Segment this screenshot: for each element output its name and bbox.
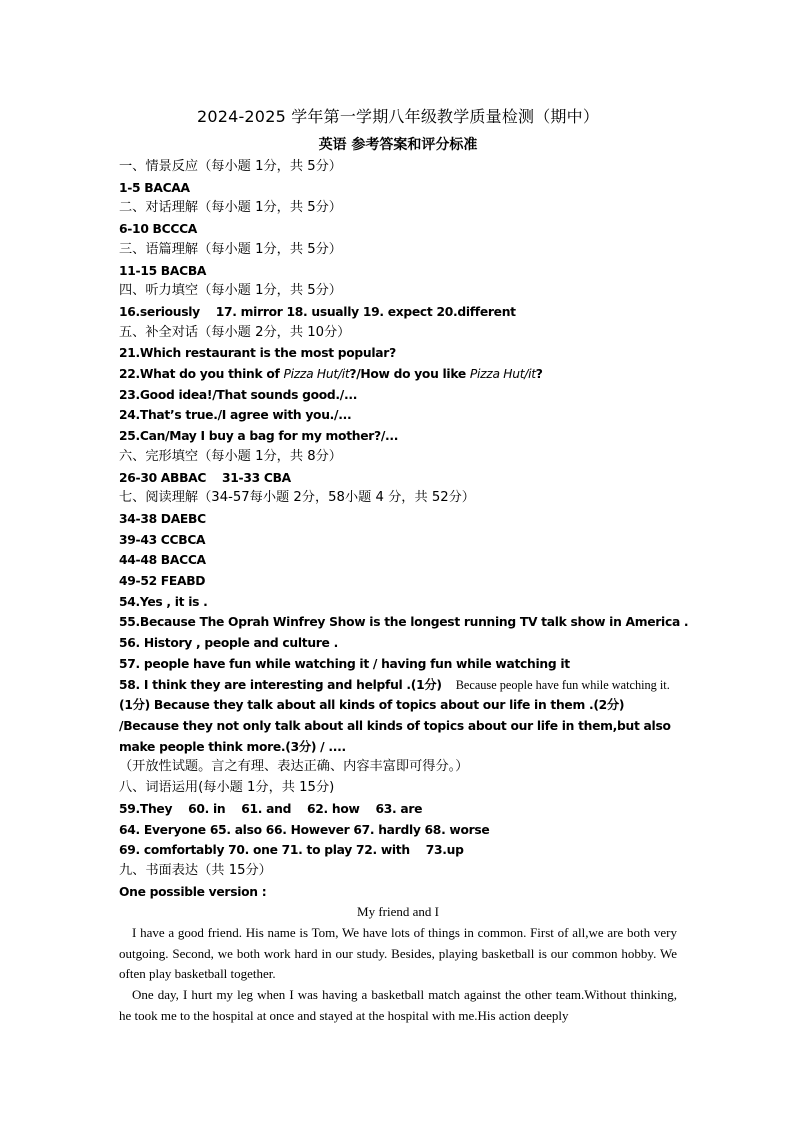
section-8-answer-row: 69. comfortably 70. one 71. to play 72. with 73.up: [119, 843, 464, 858]
section-8-answer-row: 64. Everyone 65. also 66. However 67. hardly 68. worse: [119, 822, 490, 837]
answer-22-part: ?: [535, 367, 543, 382]
answer-58-serif: Because people have fun while watching it.: [455, 677, 670, 692]
answer-23: 23.Good idea!/That sounds good./...: [119, 387, 358, 402]
section-7-answer-row: 39-43 CCBCA: [119, 532, 206, 547]
answer-document: [119, 104, 689, 1027]
section-7-answer-row: 34-38 DAEBC: [119, 511, 206, 526]
answer-55: 55.Because The Oprah Winfrey Show is the longest running TV talk show in America .: [119, 615, 689, 630]
answer-57: 57. people have fun while watching it / having fun while watching it: [119, 656, 570, 671]
section-3-heading: 三、语篇理解（每小题 1分，共 5分）: [119, 241, 342, 257]
section-4-heading: 四、听力填空（每小题 1分，共 5分）: [119, 283, 342, 299]
section-9-heading: 九、书面表达（共 15分）: [119, 862, 272, 878]
answer-21: 21.Which restaurant is the most popular?: [119, 346, 396, 361]
document-subtitle: 英语 参考答案和评分标准: [318, 137, 478, 153]
section-5-heading: 五、补全对话（每小题 2分，共 10分）: [119, 324, 351, 340]
answer-22-part: 22.What do you think of: [119, 367, 284, 382]
answer-58: [119, 675, 677, 758]
answer-58-part: (1分) Because they talk about all kinds of topics about our life in them .(2分) /Because they not only talk about all kinds of topics about our life in them,but also make people think more.(3分) / ....: [119, 698, 671, 754]
document-title: 2024-2025 学年第一学期八年级教学质量检测（期中）: [196, 107, 600, 126]
section-4-answer: 16.seriously 17. mirror 18. usually 19. expect 20.different: [119, 304, 516, 319]
section-8-heading: 八、词语运用(每小题 1分，共 15分): [119, 780, 335, 796]
section-1-heading: 一、情景反应（每小题 1分，共 5分）: [119, 159, 342, 174]
section-8-answer-row: 59.They 60. in 61. and 62. how 63. are: [119, 801, 423, 816]
answer-58-note: （开放性试题。言之有理、表达正确、内容丰富即可得分。）: [119, 759, 469, 775]
section-2-heading: 二、对话理解（每小题 1分，共 5分）: [119, 200, 342, 216]
answer-22-part: ?/How do you like: [349, 367, 470, 382]
answer-25: 25.Can/May I buy a bag for my mother?/...: [119, 429, 399, 444]
possible-version-label: One possible version :: [119, 884, 267, 899]
answer-24: 24.That’s true./I agree with you./...: [119, 408, 352, 423]
section-2-answer: 6-10 BCCCA: [119, 222, 198, 237]
section-3-answer: 11-15 BACBA: [119, 263, 207, 278]
essay-paragraph: I have a good friend. His name is Tom, We have lots of things in common. First of all,we are both very outgoing. Second, we both work hard in our study. Besides, playing basketball is our common hobby. We often play basketball together.: [119, 925, 677, 982]
answer-58-part: 58. I think they are interesting and helpful .(1分): [119, 677, 442, 692]
section-7-heading: 七、阅读理解（34-57每小题 2分，58小题 4 分，共 52分）: [119, 490, 475, 506]
essay-paragraph: One day, I hurt my leg when I was having a basketball match against the other team.Without thinking, he took me to the hospital at once and stayed at the hospital with me.His action deeply: [119, 987, 677, 1023]
section-7-answer-row: 49-52 FEABD: [119, 574, 206, 589]
answer-22-italic: Pizza Hut/it: [283, 367, 350, 382]
section-7-answer-row: 44-48 BACCA: [119, 553, 206, 568]
answer-22: [119, 364, 677, 385]
essay-title: My friend and I: [357, 904, 439, 920]
section-1-answer: 1-5 BACAA: [119, 180, 190, 195]
section-6-heading: 六、完形填空（每小题 1分，共 8分）: [119, 448, 342, 464]
answer-56: 56. History , people and culture .: [119, 636, 338, 651]
answer-54: 54.Yes , it is .: [119, 594, 208, 609]
section-6-answer: 26-30 ABBAC 31-33 CBA: [119, 470, 291, 485]
answer-22-italic: Pizza Hut/it: [469, 367, 536, 382]
